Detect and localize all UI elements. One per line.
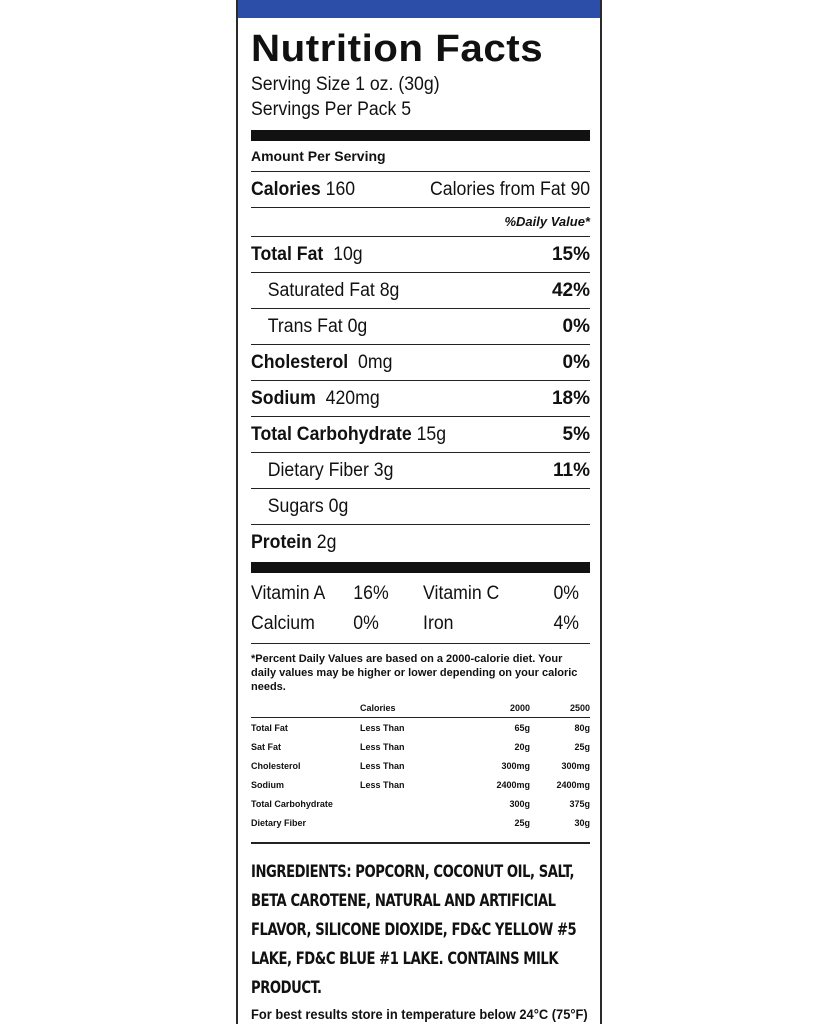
table-cell: 20g xyxy=(514,741,530,752)
calories-value: 160 xyxy=(325,178,356,200)
table-cell: 25g xyxy=(514,817,530,828)
accent-top-bar xyxy=(238,0,600,18)
table-cell: 2400mg xyxy=(496,779,530,790)
nutrient-row-sugars xyxy=(251,489,590,525)
vitamin-value: 4% xyxy=(553,613,580,634)
nutrient-row-sodium xyxy=(251,381,590,417)
table-cell: 2500 xyxy=(530,698,590,718)
table-cell: 300mg xyxy=(501,760,530,771)
servings-per-pack: Servings Per Pack 5 xyxy=(251,99,412,120)
table-cell: 2400mg xyxy=(556,779,590,790)
table-row xyxy=(251,775,590,794)
nutrient-name: Dietary Fiber xyxy=(267,459,369,481)
daily-value-footnote: *Percent Daily Values are based on a 2000-calorie diet. Your daily values may be higher or lower depending on your caloric needs. xyxy=(251,653,578,693)
nutrient-name: Sodium xyxy=(251,387,316,409)
table-cell: 2000 xyxy=(470,698,530,718)
calories-row xyxy=(251,172,590,208)
nutrient-amount: 15g xyxy=(416,423,447,445)
vitamin-name: Iron xyxy=(423,613,454,634)
divider-ingredients xyxy=(251,842,590,844)
table-cell: 30g xyxy=(574,817,590,828)
nutrient-dv: 0% xyxy=(562,351,590,373)
table-cell xyxy=(360,794,470,813)
nutrient-dv: 18% xyxy=(551,387,590,409)
divider-thick xyxy=(251,130,590,141)
nutrient-amount: 3g xyxy=(373,459,394,481)
amount-per-serving: Amount Per Serving xyxy=(251,147,590,172)
vitamin-value: 16% xyxy=(353,583,389,604)
table-cell: Less Than xyxy=(360,741,405,752)
nutrient-name: Total Fat xyxy=(251,243,324,265)
nutrient-row-total-carbohydrate xyxy=(251,417,590,453)
vitamin-name: Vitamin C xyxy=(423,583,500,604)
vitamins-grid xyxy=(251,579,588,639)
nutrition-facts-label xyxy=(251,26,590,1025)
vitamin-value: 0% xyxy=(353,613,379,634)
table-cell: Sat Fat xyxy=(251,741,282,752)
nutrient-dv: 15% xyxy=(551,243,590,265)
table-cell: Less Than xyxy=(360,779,405,790)
vitamin-name: Calcium xyxy=(251,613,315,634)
divider-thin xyxy=(251,643,590,644)
serving-size: Serving Size 1 oz. (30g) xyxy=(251,74,440,95)
daily-value-header: %Daily Value* xyxy=(251,208,590,237)
table-row xyxy=(251,813,590,832)
table-cell: 80g xyxy=(574,722,590,733)
nutrient-row-total-fat xyxy=(251,237,590,273)
nutrition-label-panel xyxy=(236,0,602,1024)
table-cell xyxy=(360,813,470,832)
table-cell: 300mg xyxy=(561,760,590,771)
ingredients-text: INGREDIENTS: POPCORN, COCONUT OIL, SALT, BETA CAROTENE, NATURAL AND ARTIFICIAL FLAVOR, SILICONE DIOXIDE, FD&C YELLOW #5 LAKE, FD&C BLUE #1 LAKE. CONTAINS MILK PRODUCT. xyxy=(251,862,577,998)
nutrient-amount: 0g xyxy=(347,315,368,337)
label-title: Nutrition Facts xyxy=(251,28,544,70)
table-cell: 375g xyxy=(569,798,590,809)
table-cell: Calories xyxy=(360,698,470,718)
table-cell: Total Carbohydrate xyxy=(251,798,333,809)
nutrient-dv: 42% xyxy=(551,279,590,301)
table-row xyxy=(251,794,590,813)
nutrient-name: Sugars xyxy=(267,495,324,517)
nutrient-amount: 10g xyxy=(333,243,363,265)
nutrient-dv: 5% xyxy=(562,423,590,445)
table-row xyxy=(251,737,590,756)
daily-value-reference-table xyxy=(251,698,590,832)
nutrient-amount: 2g xyxy=(316,531,337,553)
table-cell: Sodium xyxy=(251,779,284,790)
nutrient-name: Trans Fat xyxy=(267,315,343,337)
nutrient-name: Cholesterol xyxy=(251,351,349,373)
table-header-row xyxy=(251,698,590,718)
storage-note: For best results store in temperature below 24°C (75°F) xyxy=(251,1006,588,1022)
table-cell: Less Than xyxy=(360,722,405,733)
nutrient-row-dietary-fiber xyxy=(251,453,590,489)
divider-thick xyxy=(251,562,590,573)
table-cell: Less Than xyxy=(360,760,405,771)
nutrient-amount: 8g xyxy=(379,279,400,301)
nutrient-dv: 11% xyxy=(553,459,590,481)
nutrient-amount: 0mg xyxy=(358,351,393,373)
table-cell: Total Fat xyxy=(251,722,288,733)
nutrient-amount: 0g xyxy=(328,495,349,517)
vitamin-value: 0% xyxy=(553,583,580,604)
nutrient-name: Total Carbohydrate xyxy=(251,423,412,445)
table-cell: Dietary Fiber xyxy=(251,817,307,828)
nutrient-name: Saturated Fat xyxy=(267,279,375,301)
table-cell xyxy=(251,698,360,718)
calories-label: Calories xyxy=(251,178,321,200)
table-cell: 25g xyxy=(574,741,590,752)
vitamin-name: Vitamin A xyxy=(251,583,326,604)
table-row xyxy=(251,756,590,775)
table-row xyxy=(251,718,590,738)
table-cell: 300g xyxy=(509,798,530,809)
nutrient-amount: 420mg xyxy=(325,387,380,409)
table-cell: Cholesterol xyxy=(251,760,301,771)
nutrient-row-trans-fat xyxy=(251,309,590,345)
calories-from-fat: Calories from Fat 90 xyxy=(429,178,590,200)
nutrient-row-cholesterol xyxy=(251,345,590,381)
table-cell: 65g xyxy=(514,722,530,733)
nutrient-row-saturated-fat xyxy=(251,273,590,309)
nutrient-row-protein xyxy=(251,525,590,560)
nutrient-dv: 0% xyxy=(562,315,590,337)
nutrient-name: Protein xyxy=(251,531,312,553)
